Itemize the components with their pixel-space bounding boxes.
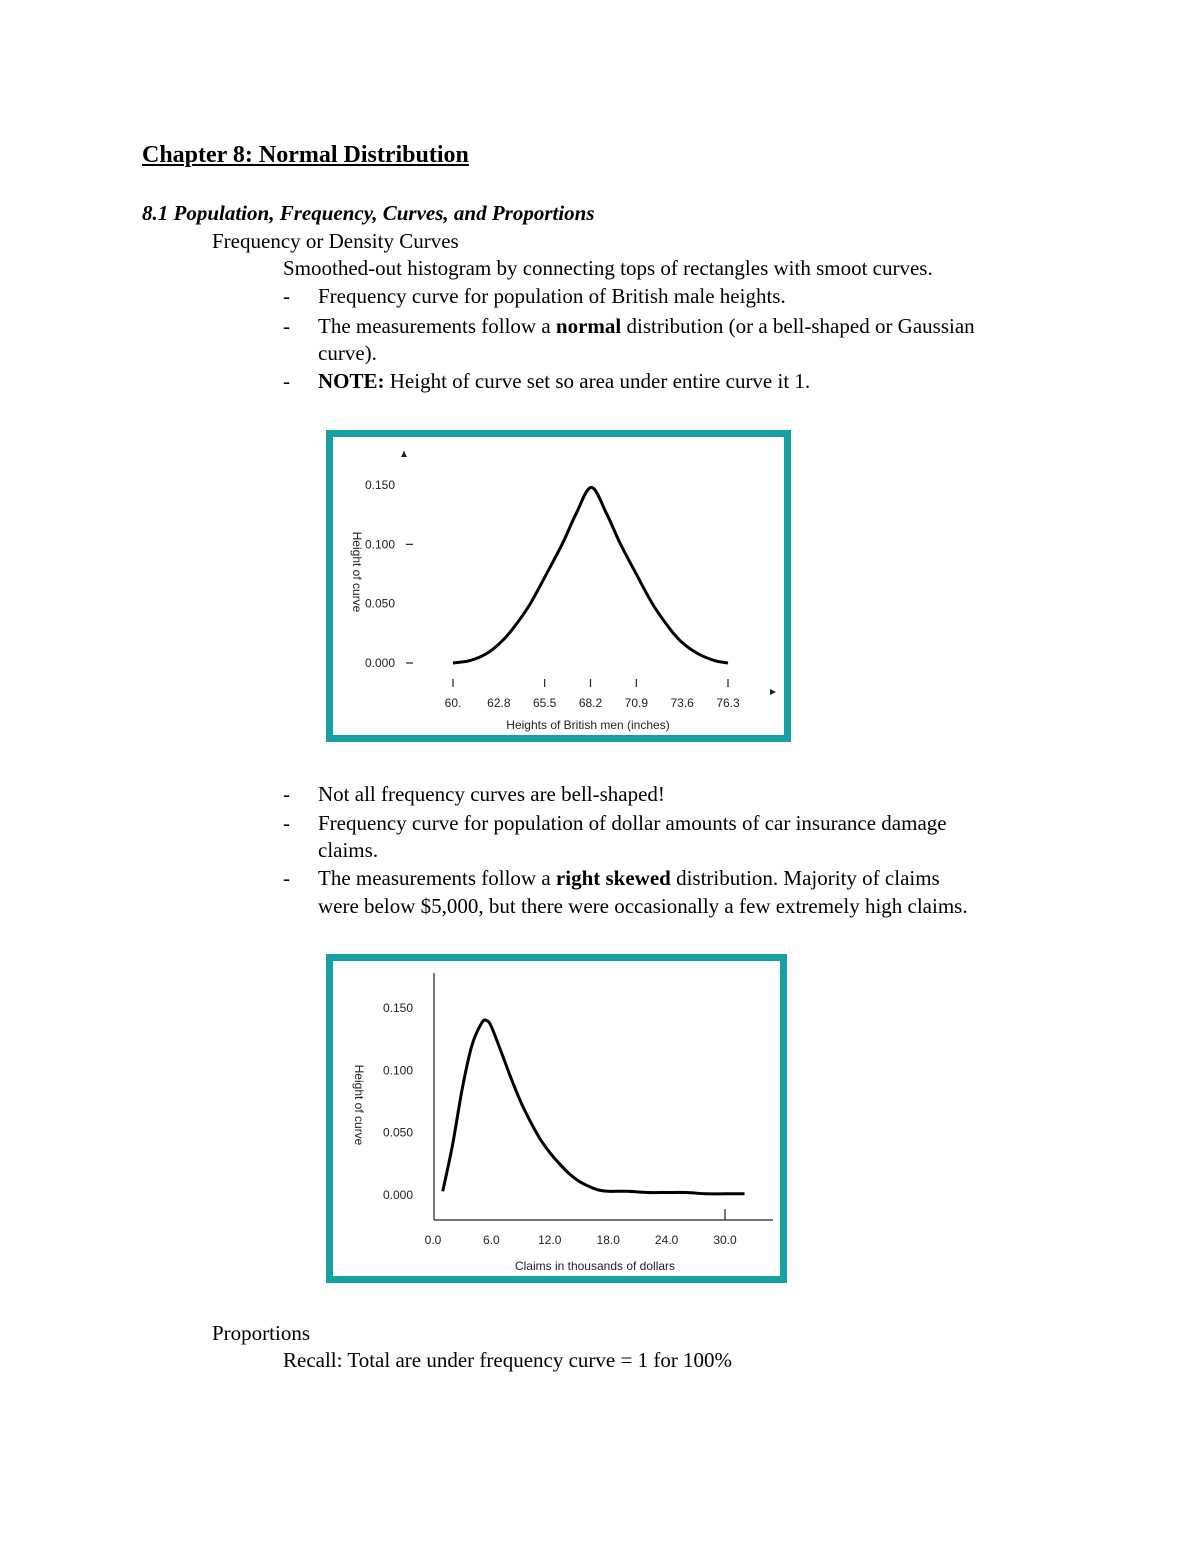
subheading: Frequency or Density Curves	[212, 229, 459, 253]
y-tick-label: 0.100	[383, 1063, 414, 1078]
bullet-normal-post: distribution (or a bell-shaped or Gaussian	[621, 314, 975, 338]
normal-curve-line	[453, 487, 728, 663]
bullet-dash: -	[283, 782, 290, 806]
x-tick-label: 6.0	[483, 1233, 500, 1247]
normal-curve-chart	[333, 437, 784, 735]
x-tick-label: 70.9	[624, 696, 649, 710]
x-tick-label: 76.3	[716, 696, 740, 710]
bullet-normal	[318, 314, 975, 339]
bullet-heights: Frequency curve for population of British male heights.	[318, 284, 786, 308]
y-tick-label: 0.150	[365, 478, 396, 492]
note-label: NOTE:	[318, 369, 385, 393]
skewed-curve-figure	[326, 954, 787, 1283]
y-tick-label: 0.100	[365, 537, 396, 552]
chapter-title: Chapter 8: Normal Distribution	[142, 142, 469, 168]
x-tick-label: 60.	[444, 696, 462, 710]
bullet-note	[318, 369, 810, 394]
proportions-heading: Proportions	[212, 1321, 311, 1345]
bullet-normal-pre: The measurements follow a	[318, 314, 556, 338]
bullet-dash: -	[283, 369, 290, 393]
bullet-dash: -	[283, 866, 290, 890]
x-tick-label: 73.6	[670, 696, 694, 710]
x-tick-label: 12.0	[538, 1233, 562, 1247]
x-tick-label: 68.2	[578, 696, 603, 710]
x-axis-arrowhead	[770, 689, 776, 695]
bullet-normal-bold: normal	[555, 314, 622, 338]
bullet-dash: -	[283, 284, 290, 308]
normal-curve-figure	[326, 430, 791, 742]
bullet-normal-continued: curve).	[318, 341, 377, 365]
bullet-dash: -	[283, 811, 290, 835]
intro-text: Smoothed-out histogram by connecting tops of rectangles with smoot curves.	[283, 256, 933, 280]
y-axis-arrowhead	[401, 451, 407, 457]
y-tick-label: 0.050	[383, 1125, 414, 1140]
x-tick-label: 24.0	[654, 1233, 679, 1247]
section-title: 8.1 Population, Frequency, Curves, and Proportions	[142, 201, 595, 225]
x-tick-label: 0.0	[424, 1233, 442, 1247]
x-tick-label: 62.8	[487, 696, 511, 710]
skewed-curve-line	[443, 1020, 745, 1194]
x-tick-label: 30.0	[713, 1233, 737, 1247]
proportions-text: Recall: Total are under frequency curve = 1 for 100%	[283, 1348, 733, 1372]
x-axis-label: Heights of British men (inches)	[506, 718, 670, 732]
bullet-skewed-bold: right skewed	[555, 866, 671, 890]
y-axis-label: Height of curve	[352, 1064, 366, 1146]
bullet-claims-continued: claims.	[318, 838, 379, 862]
x-tick-label: 18.0	[596, 1233, 620, 1247]
y-tick-label: 0.150	[383, 1001, 414, 1015]
y-tick-label: 0.000	[383, 1188, 414, 1202]
note-text: Height of curve set so area under entire curve it 1.	[384, 369, 811, 393]
y-axis-label: Height of curve	[350, 531, 364, 613]
x-tick-label: 65.5	[532, 696, 557, 710]
x-axis-label: Claims in thousands of dollars	[514, 1259, 676, 1273]
bullet-skewed	[318, 866, 940, 891]
y-tick-label: 0.000	[365, 656, 396, 670]
bullet-skewed-pre: The measurements follow a	[318, 866, 556, 890]
bullet-skewed-post: distribution. Majority of claims	[670, 866, 940, 890]
y-tick-label: 0.050	[365, 596, 396, 611]
skewed-curve-chart	[333, 961, 780, 1276]
bullet-claims: Frequency curve for population of dollar amounts of car insurance damage	[318, 811, 947, 835]
bullet-dash: -	[283, 314, 290, 338]
bullet-skewed-continued: were below $5,000, but there were occasionally a few extremely high claims.	[318, 894, 968, 918]
bullet-not-bell: Not all frequency curves are bell-shaped!	[318, 782, 665, 806]
